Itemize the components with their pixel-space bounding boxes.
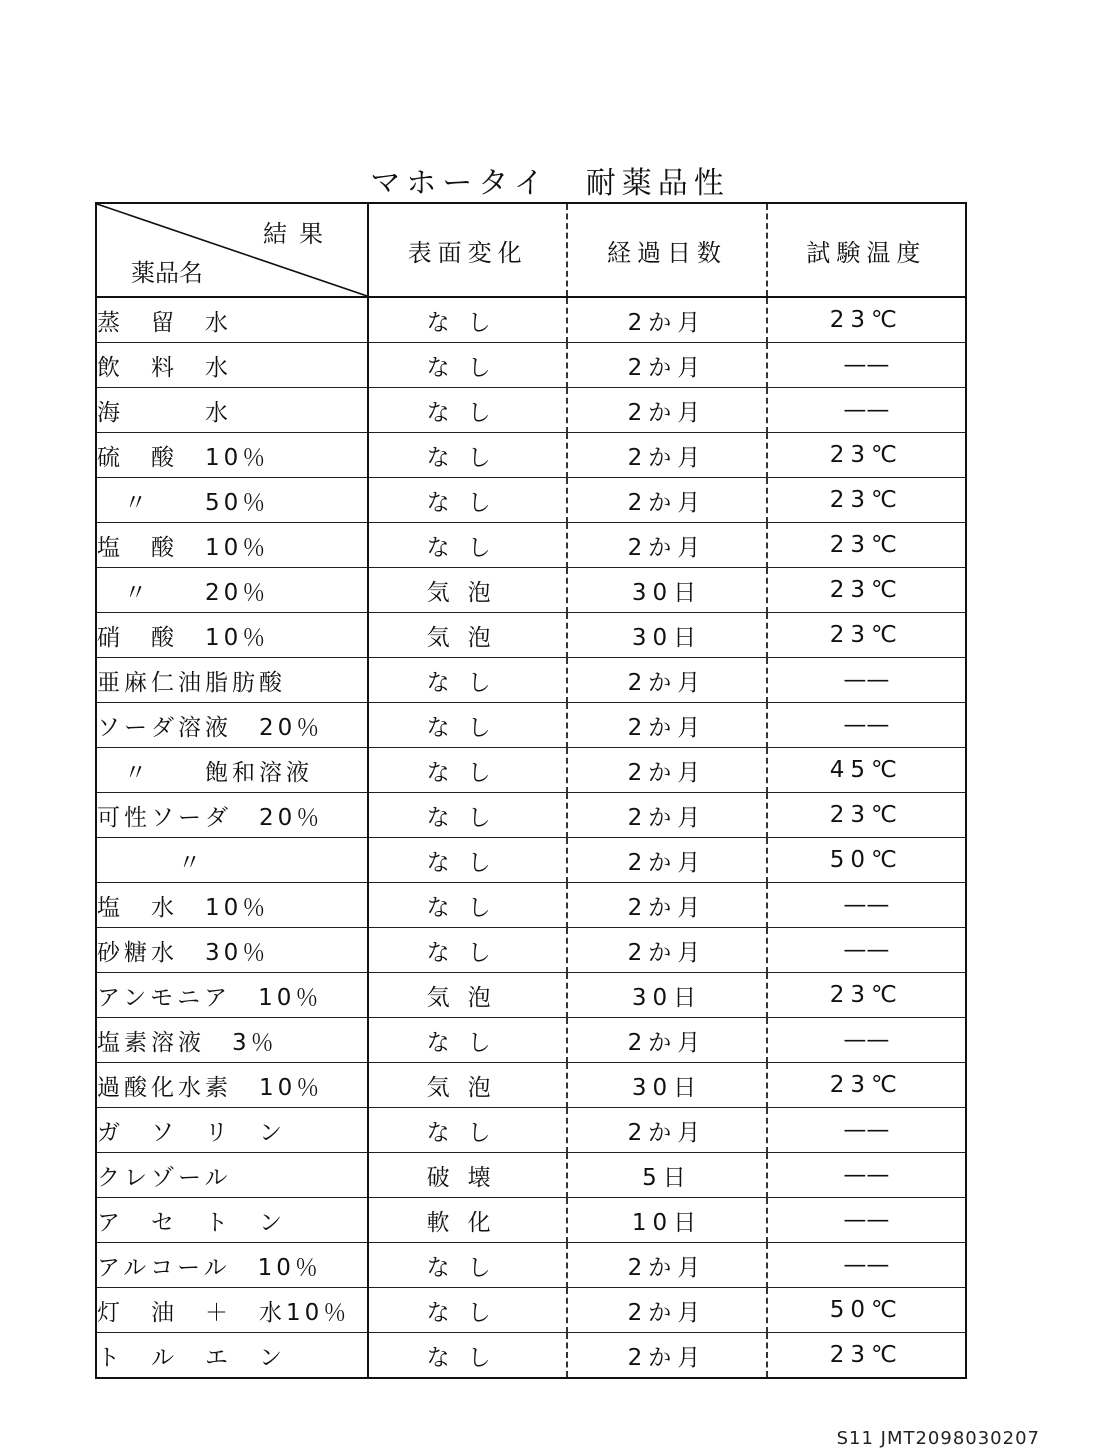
chemical-name-cell	[96, 1018, 368, 1063]
table-row	[96, 343, 966, 388]
chemical-name-cell	[96, 1243, 368, 1288]
header-chemical-label: 薬品名	[131, 259, 203, 287]
chemical-name: 〃	[97, 849, 205, 876]
elapsed-days-cell: 2か月	[567, 1018, 766, 1063]
elapsed-days-cell: 2か月	[567, 523, 766, 568]
chemical-name-cell	[96, 613, 368, 658]
elapsed-days-cell: 2か月	[567, 1108, 766, 1153]
surface-change-cell: なし	[368, 297, 567, 343]
test-temperature-cell: 23℃	[767, 523, 966, 568]
surface-change-cell: なし	[368, 838, 567, 883]
surface-change-cell: なし	[368, 1333, 567, 1379]
test-temperature-cell: 23℃	[767, 613, 966, 658]
table-row	[96, 1153, 966, 1198]
table-row	[96, 1063, 966, 1108]
header-test-temperature: 試験温度	[767, 203, 966, 297]
elapsed-days-cell: 2か月	[567, 1288, 766, 1333]
elapsed-days-cell: 2か月	[567, 793, 766, 838]
table-row	[96, 973, 966, 1018]
chemical-name-cell	[96, 343, 368, 388]
chemical-name: 塩 酸 10％	[97, 534, 270, 561]
chemical-name-cell	[96, 883, 368, 928]
surface-change-cell: 破壊	[368, 1153, 567, 1198]
test-temperature-cell: ——	[767, 1108, 966, 1153]
test-temperature-cell: ——	[767, 388, 966, 433]
table-row	[96, 703, 966, 748]
table-row	[96, 388, 966, 433]
header-elapsed-days: 経過日数	[567, 203, 766, 297]
test-temperature-cell: 50℃	[767, 1288, 966, 1333]
surface-change-cell: なし	[368, 433, 567, 478]
table-row	[96, 883, 966, 928]
table-row	[96, 1198, 966, 1243]
chemical-name: 硫 酸 10％	[97, 444, 270, 471]
header-surface-change: 表面変化	[368, 203, 567, 297]
test-temperature-cell: ——	[767, 658, 966, 703]
surface-change-cell: 気泡	[368, 973, 567, 1018]
chemical-name: アンモニア 10％	[97, 984, 323, 1011]
test-temperature-cell: ——	[767, 703, 966, 748]
chemical-name: 可性ソーダ 20％	[97, 804, 324, 831]
test-temperature-cell: ——	[767, 1243, 966, 1288]
chemical-name-cell	[96, 478, 368, 523]
elapsed-days-cell: 30日	[567, 568, 766, 613]
elapsed-days-cell: 30日	[567, 973, 766, 1018]
test-temperature-cell: ——	[767, 1198, 966, 1243]
chemical-name: アルコール 10％	[97, 1254, 322, 1281]
test-temperature-cell: ——	[767, 343, 966, 388]
surface-change-cell: なし	[368, 1018, 567, 1063]
chemical-name-cell	[96, 928, 368, 973]
chemical-name: 海 水	[97, 399, 232, 426]
surface-change-cell: なし	[368, 343, 567, 388]
test-temperature-cell: ——	[767, 1153, 966, 1198]
test-temperature-cell: 23℃	[767, 433, 966, 478]
surface-change-cell: なし	[368, 523, 567, 568]
chemical-name-cell	[96, 1063, 368, 1108]
chemical-name-cell	[96, 433, 368, 478]
table-row	[96, 1243, 966, 1288]
table-body	[96, 297, 966, 1378]
table-row	[96, 297, 966, 343]
elapsed-days-cell: 10日	[567, 1198, 766, 1243]
elapsed-days-cell: 30日	[567, 613, 766, 658]
elapsed-days-cell: 2か月	[567, 433, 766, 478]
table-row	[96, 523, 966, 568]
elapsed-days-cell: 2か月	[567, 478, 766, 523]
surface-change-cell: なし	[368, 388, 567, 433]
surface-change-cell: なし	[368, 1108, 567, 1153]
header-result-label: 結果	[263, 220, 335, 248]
test-temperature-cell: 23℃	[767, 568, 966, 613]
chemical-name: ガ ソ リ ン	[97, 1119, 286, 1146]
chemical-name-cell	[96, 703, 368, 748]
chemical-name: 塩 水 10％	[97, 894, 270, 921]
surface-change-cell: なし	[368, 748, 567, 793]
table-header-row	[96, 203, 966, 297]
chemical-name-cell	[96, 388, 368, 433]
chemical-name: ソーダ溶液 20％	[97, 714, 324, 741]
chemical-name: ト ル エ ン	[97, 1344, 286, 1371]
chemical-resistance-table	[95, 202, 967, 1379]
chemical-name: 砂糖水 30％	[97, 939, 270, 966]
chemical-name: ア セ ト ン	[97, 1209, 286, 1236]
test-temperature-cell: ——	[767, 1018, 966, 1063]
surface-change-cell: なし	[368, 1288, 567, 1333]
chemical-name-cell	[96, 973, 368, 1018]
chemical-name: 硝 酸 10％	[97, 624, 270, 651]
test-temperature-cell: 45℃	[767, 748, 966, 793]
chemical-name: 〃 飽和溶液	[97, 759, 313, 786]
surface-change-cell: なし	[368, 883, 567, 928]
elapsed-days-cell: 2か月	[567, 748, 766, 793]
surface-change-cell: 気泡	[368, 1063, 567, 1108]
chemical-name: 蒸 留 水	[97, 309, 232, 336]
chemical-name-cell	[96, 793, 368, 838]
table-row	[96, 658, 966, 703]
table-row	[96, 478, 966, 523]
chemical-name: クレゾール	[97, 1164, 232, 1191]
test-temperature-cell: 50℃	[767, 838, 966, 883]
chemical-name-cell	[96, 297, 368, 343]
elapsed-days-cell: 2か月	[567, 343, 766, 388]
chemical-name-cell	[96, 658, 368, 703]
surface-change-cell: 軟化	[368, 1198, 567, 1243]
surface-change-cell: なし	[368, 928, 567, 973]
chemical-name: 灯 油 ＋ 水10％	[97, 1299, 351, 1326]
test-temperature-cell: 23℃	[767, 297, 966, 343]
surface-change-cell: なし	[368, 658, 567, 703]
chemical-name-cell	[96, 568, 368, 613]
surface-change-cell: なし	[368, 1243, 567, 1288]
chemical-name-cell	[96, 1333, 368, 1379]
test-temperature-cell: ——	[767, 928, 966, 973]
chemical-name: 過酸化水素 10％	[97, 1074, 324, 1101]
chemical-name: 〃 50％	[97, 489, 270, 516]
test-temperature-cell: 23℃	[767, 478, 966, 523]
test-temperature-cell: 23℃	[829, 1342, 903, 1368]
chemical-name-cell	[96, 1198, 368, 1243]
surface-change-cell: なし	[368, 478, 567, 523]
test-temperature-cell: 23℃	[767, 973, 966, 1018]
table-row	[96, 793, 966, 838]
elapsed-days-cell: 2か月	[567, 658, 766, 703]
table-row	[96, 838, 966, 883]
chemical-name: 〃 20％	[97, 579, 270, 606]
elapsed-days-cell: 2か月	[567, 1333, 766, 1379]
elapsed-days-cell: 2か月	[567, 297, 766, 343]
chemical-name: 飲 料 水	[97, 354, 232, 381]
chemical-name: 塩素溶液 3％	[97, 1029, 278, 1056]
chemical-name: 亜麻仁油脂肪酸	[97, 669, 286, 696]
elapsed-days-cell: 2か月	[567, 703, 766, 748]
elapsed-days-cell: 2か月	[567, 388, 766, 433]
chemical-name-cell	[96, 748, 368, 793]
test-temperature-cell: 23℃	[767, 793, 966, 838]
chemical-name-cell	[96, 838, 368, 883]
surface-change-cell: なし	[368, 793, 567, 838]
elapsed-days-cell: 2か月	[567, 1243, 766, 1288]
elapsed-days-cell: 2か月	[567, 928, 766, 973]
chemical-name-cell	[96, 1108, 368, 1153]
table-row	[96, 1108, 966, 1153]
chemical-name-cell	[96, 1288, 368, 1333]
chemical-name-cell	[96, 1153, 368, 1198]
surface-change-cell: 気泡	[368, 568, 567, 613]
table-row	[96, 433, 966, 478]
table-row	[96, 748, 966, 793]
table-row	[96, 1018, 966, 1063]
table-row	[96, 1333, 966, 1379]
surface-change-cell: 気泡	[368, 613, 567, 658]
page-title: マホータイ 耐薬品性	[370, 166, 730, 201]
document-code: S11 JMT2098030207	[836, 1428, 1040, 1449]
surface-change-cell: なし	[368, 703, 567, 748]
table-row	[96, 928, 966, 973]
elapsed-days-cell: 2か月	[567, 838, 766, 883]
test-temperature-cell: ——	[767, 883, 966, 928]
elapsed-days-cell: 30日	[567, 1063, 766, 1108]
table-row	[96, 568, 966, 613]
diagonal-header-cell	[96, 203, 368, 297]
table-row	[96, 613, 966, 658]
chemical-name-cell	[96, 523, 368, 568]
elapsed-days-cell: 2か月	[567, 883, 766, 928]
test-temperature-cell: 23℃	[767, 1063, 966, 1108]
elapsed-days-cell: 5日	[567, 1153, 766, 1198]
table-row	[96, 1288, 966, 1333]
